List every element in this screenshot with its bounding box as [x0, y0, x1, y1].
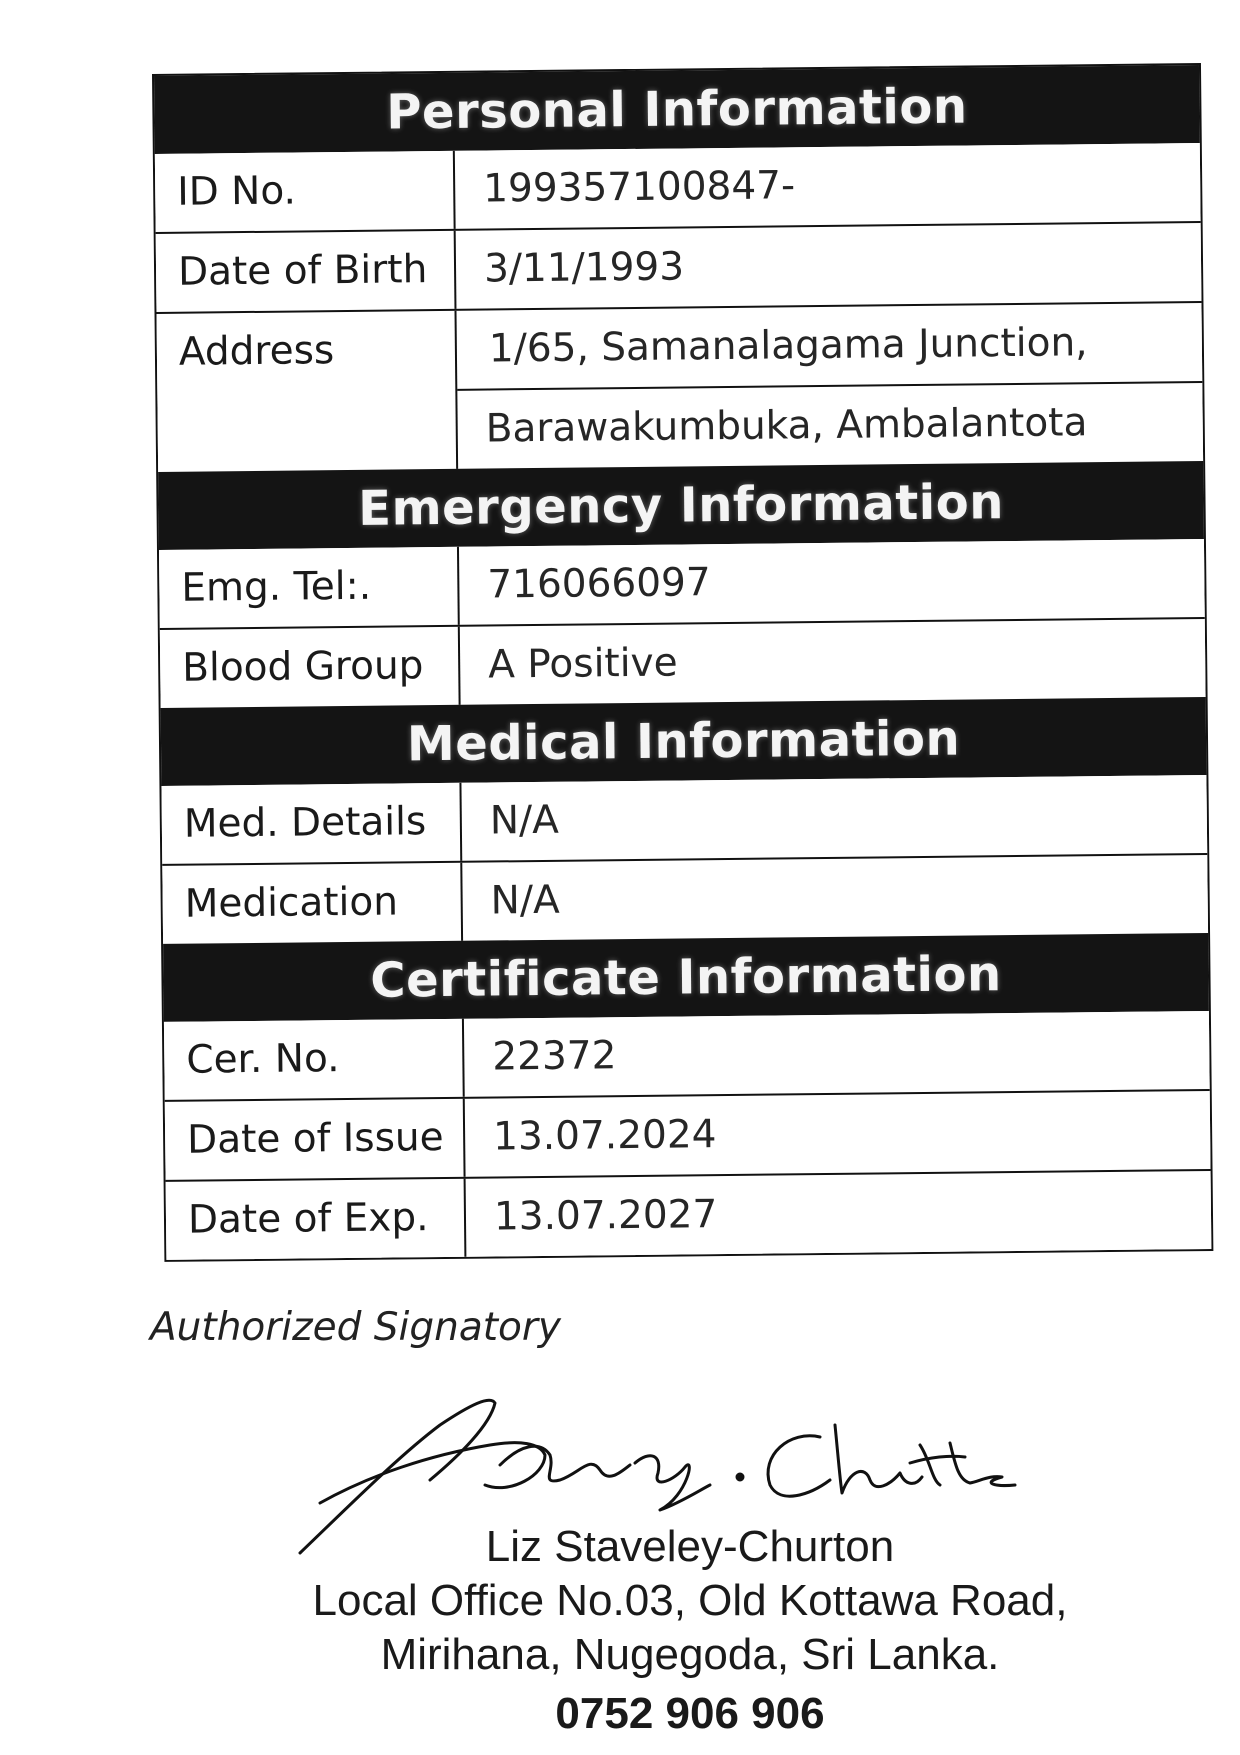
address-row — [156, 301, 1203, 472]
medication-label: Medication — [162, 863, 463, 944]
issuer-name: Liz Staveley-Churton — [485, 1522, 895, 1571]
medical-info-header: Medical Information — [161, 697, 1207, 786]
personal-info-header: Personal Information — [154, 65, 1200, 154]
issue-date-value: 13.07.2024 — [492, 1112, 717, 1160]
dob-row — [156, 221, 1202, 312]
emergency-tel-label: Emg. Tel:. — [159, 547, 460, 628]
info-card — [152, 63, 1213, 1262]
authorized-signatory-label: Authorized Signatory — [150, 1305, 561, 1350]
id-label: ID No. — [155, 151, 456, 232]
signature-stroke-2 — [320, 1443, 545, 1503]
med-details-value: N/A — [489, 797, 560, 844]
id-value: 199357100847- — [482, 163, 796, 212]
issuer-address-line-1: Local Office No.03, Old Kottawa Road, — [312, 1576, 1068, 1625]
signature-dot — [737, 1474, 743, 1480]
med-details-row — [161, 775, 1207, 864]
emergency-tel-row — [159, 539, 1205, 628]
address-line-1: 1/65, Samanalagama Junction, — [488, 320, 1088, 372]
signature-stroke-6 — [835, 1425, 922, 1493]
blood-group-label: Blood Group — [160, 627, 461, 708]
issue-date-label: Date of Issue — [165, 1099, 466, 1180]
signature-stroke-4 — [635, 1456, 710, 1510]
certificate-info-header: Certificate Information — [163, 933, 1209, 1022]
blood-group-value: A Positive — [487, 640, 678, 688]
med-details-label: Med. Details — [161, 783, 462, 864]
emergency-info-header: Emergency Information — [158, 461, 1204, 550]
cert-no-row — [164, 1011, 1210, 1100]
address-line-2: Barawakumbuka, Ambalantota — [457, 381, 1203, 469]
signature-stroke-3 — [500, 1446, 630, 1481]
cert-no-label: Cer. No. — [164, 1019, 465, 1100]
exp-date-label: Date of Exp. — [166, 1179, 467, 1260]
id-row — [155, 143, 1201, 232]
exp-date-value: 13.07.2027 — [493, 1192, 718, 1240]
signature-stroke-7 — [910, 1443, 1015, 1486]
dob-label: Date of Birth — [156, 231, 457, 312]
signature-stroke-5 — [768, 1436, 830, 1496]
issue-date-row — [165, 1089, 1211, 1180]
issuer-phone: 0752 906 906 — [555, 1689, 825, 1738]
emergency-tel-value: 716066097 — [487, 560, 711, 608]
dob-value: 3/11/1993 — [483, 244, 685, 292]
issuer-address-line-2: Mirihana, Nugegoda, Sri Lanka. — [380, 1630, 1000, 1679]
issuer-footer — [230, 1520, 1150, 1744]
address-value — [456, 303, 1203, 469]
medication-value: N/A — [490, 877, 560, 924]
address-label: Address — [157, 311, 459, 472]
medication-row — [162, 853, 1208, 944]
exp-date-row — [166, 1169, 1212, 1260]
blood-group-row — [160, 617, 1206, 708]
cert-no-value: 22372 — [492, 1033, 617, 1080]
